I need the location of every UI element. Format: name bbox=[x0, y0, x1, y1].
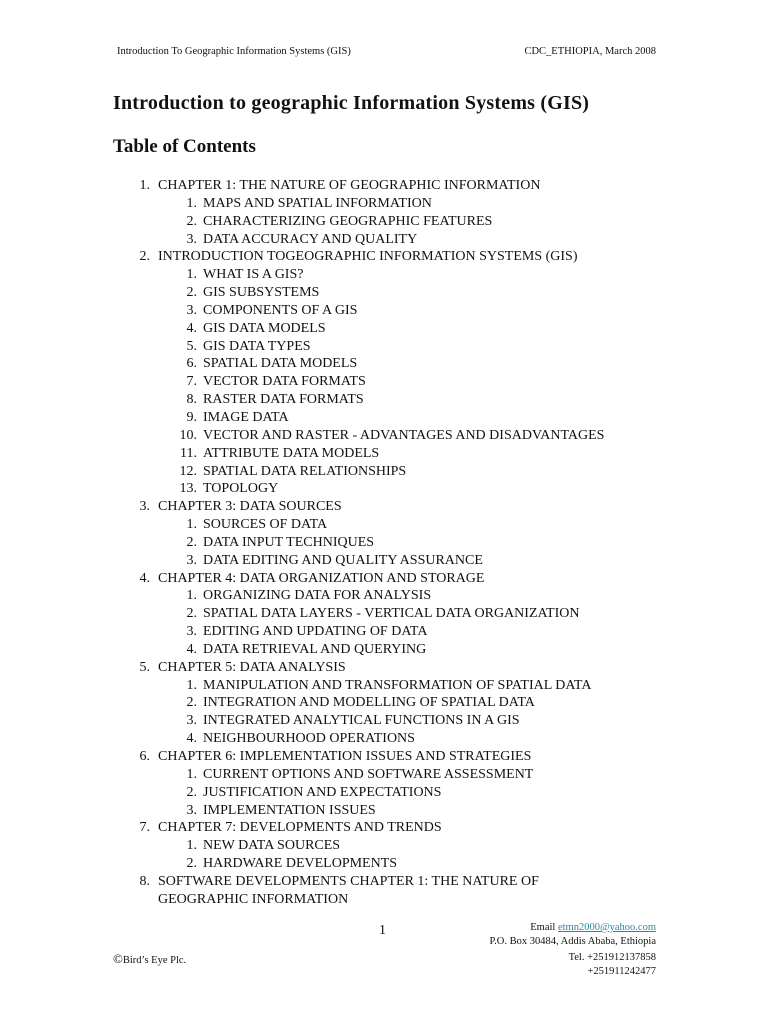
toc-section-number: 2. bbox=[186, 784, 197, 800]
toc-section-number: 2. bbox=[186, 856, 197, 872]
toc-chapter bbox=[0, 819, 604, 837]
toc-chapter-number: 6. bbox=[139, 749, 150, 764]
toc-chapter bbox=[0, 748, 604, 766]
email-label: Email bbox=[530, 922, 556, 933]
toc-section bbox=[0, 195, 604, 213]
toc-section-label: MANIPULATION AND TRANSFORMATION OF SPATIAL DATA bbox=[203, 677, 592, 693]
toc-chapter-number: 1. bbox=[139, 178, 150, 193]
toc-section-number: 3. bbox=[186, 713, 197, 729]
toc-chapter-number: 7. bbox=[139, 820, 150, 836]
toc-section bbox=[0, 784, 604, 802]
toc-section-label: SOURCES OF DATA bbox=[203, 517, 328, 533]
toc-chapter-label: CHAPTER 1: THE NATURE OF GEOGRAPHIC INFORMATION bbox=[158, 178, 541, 193]
toc-section bbox=[0, 409, 604, 427]
toc-section-label: DATA ACCURACY AND QUALITY bbox=[203, 231, 418, 247]
toc-section-label: CHARACTERIZING GEOGRAPHIC FEATURES bbox=[203, 213, 493, 229]
toc-chapter-label: CHAPTER 5: DATA ANALYSIS bbox=[158, 659, 346, 675]
toc-section-label: GIS DATA MODELS bbox=[203, 320, 326, 336]
toc-section-number: 2. bbox=[186, 695, 197, 711]
toc-section-label: NEIGHBOURHOOD OPERATIONS bbox=[203, 731, 415, 747]
toc-section bbox=[0, 552, 604, 570]
toc-section-number: 13. bbox=[179, 481, 197, 497]
toc-section-number: 1. bbox=[186, 588, 197, 604]
toc-chapter-number: 4. bbox=[139, 570, 150, 586]
company-name: Bird’s Eye Plc. bbox=[122, 955, 187, 966]
toc-section-number: 10. bbox=[179, 427, 197, 443]
toc-section-label: MAPS AND SPATIAL INFORMATION bbox=[203, 195, 432, 211]
toc-chapter bbox=[0, 570, 604, 588]
toc-section-number: 9. bbox=[186, 409, 197, 425]
toc-section bbox=[0, 677, 604, 695]
toc-chapter bbox=[0, 177, 604, 195]
toc-chapter bbox=[0, 248, 604, 266]
toc-chapter-number: 8. bbox=[139, 873, 150, 889]
toc-section-label: HARDWARE DEVELOPMENTS bbox=[203, 856, 398, 872]
footer-contact bbox=[489, 921, 656, 949]
toc-section-number: 2. bbox=[186, 534, 197, 550]
document-title: Introduction to geographic Information Systems (GIS) bbox=[113, 92, 590, 114]
toc-section bbox=[0, 391, 604, 409]
toc-chapter-label-continuation: GEOGRAPHIC INFORMATION bbox=[158, 891, 349, 907]
toc-section-number: 1. bbox=[186, 267, 197, 283]
toc-section bbox=[0, 355, 604, 373]
toc-section-number: 1. bbox=[186, 766, 197, 782]
toc-section-label: SPATIAL DATA RELATIONSHIPS bbox=[203, 463, 407, 479]
toc-chapter bbox=[0, 659, 604, 677]
toc-section-number: 2. bbox=[186, 606, 197, 622]
toc-section-number: 11. bbox=[180, 445, 197, 461]
toc-section-number: 3. bbox=[186, 802, 197, 818]
toc-chapter-label: SOFTWARE DEVELOPMENTS CHAPTER 1: THE NATURE OF bbox=[158, 873, 539, 889]
toc-section-label: WHAT IS A GIS? bbox=[203, 267, 304, 283]
toc-section-label: RASTER DATA FORMATS bbox=[203, 392, 364, 408]
telephone-1: Tel. +251912137858 bbox=[568, 952, 656, 963]
toc-section-number: 12. bbox=[179, 463, 197, 479]
toc-section bbox=[0, 516, 604, 534]
toc-heading: Table of Contents bbox=[113, 136, 256, 157]
toc-section-number: 5. bbox=[186, 338, 197, 354]
running-header-title: Introduction To Geographic Information Systems (GIS) bbox=[117, 46, 351, 57]
toc-section-label: NEW DATA SOURCES bbox=[203, 838, 341, 854]
toc-section-number: 6. bbox=[186, 356, 197, 372]
postal-address: P.O. Box 30484, Addis Ababa, Ethiopia bbox=[489, 936, 656, 947]
toc-section-number: 1. bbox=[186, 195, 197, 211]
toc-section bbox=[0, 284, 604, 302]
table-of-contents bbox=[0, 177, 604, 909]
toc-section-label: INTEGRATION AND MODELLING OF SPATIAL DATA bbox=[203, 695, 535, 711]
toc-section-label: EDITING AND UPDATING OF DATA bbox=[203, 624, 428, 640]
toc-section-label: JUSTIFICATION AND EXPECTATIONS bbox=[203, 784, 442, 800]
running-header-org-date: CDC_ETHIOPIA, March 2008 bbox=[524, 46, 656, 57]
toc-chapter-label: CHAPTER 3: DATA SOURCES bbox=[158, 499, 342, 515]
toc-section bbox=[0, 766, 604, 784]
toc-section bbox=[0, 694, 604, 712]
toc-section-number: 3. bbox=[186, 231, 197, 247]
toc-section-label: VECTOR DATA FORMATS bbox=[203, 374, 366, 390]
toc-section-number: 4. bbox=[186, 731, 197, 747]
toc-section-number: 8. bbox=[186, 392, 197, 408]
toc-section bbox=[0, 534, 604, 552]
toc-section-label: INTEGRATED ANALYTICAL FUNCTIONS IN A GIS bbox=[203, 713, 520, 729]
toc-section bbox=[0, 587, 604, 605]
toc-section bbox=[0, 837, 604, 855]
toc-section-label: IMPLEMENTATION ISSUES bbox=[203, 802, 376, 818]
toc-chapter bbox=[0, 498, 604, 516]
toc-section-number: 7. bbox=[186, 374, 197, 390]
toc-chapter-number: 3. bbox=[139, 499, 150, 515]
toc-section-label: ORGANIZING DATA FOR ANALYSIS bbox=[203, 588, 432, 604]
toc-chapter-label: INTRODUCTION TOGEOGRAPHIC INFORMATION SYSTEMS (GIS) bbox=[158, 249, 578, 265]
toc-section bbox=[0, 605, 604, 623]
toc-section bbox=[0, 231, 604, 249]
toc-section bbox=[0, 427, 604, 445]
toc-section bbox=[0, 445, 604, 463]
toc-section bbox=[0, 712, 604, 730]
toc-section bbox=[0, 302, 604, 320]
toc-section bbox=[0, 373, 604, 391]
toc-section-label: SPATIAL DATA LAYERS - VERTICAL DATA ORGANIZATION bbox=[203, 606, 580, 622]
toc-section bbox=[0, 338, 604, 356]
toc-section-label: COMPONENTS OF A GIS bbox=[203, 302, 358, 318]
toc-section-label: ATTRIBUTE DATA MODELS bbox=[203, 445, 380, 461]
toc-chapter-number: 5. bbox=[139, 659, 150, 675]
toc-section bbox=[0, 320, 604, 338]
page-number: 1 bbox=[379, 923, 386, 938]
toc-section-number: 1. bbox=[186, 677, 197, 693]
toc-section-number: 4. bbox=[186, 641, 197, 657]
footer-telephone bbox=[569, 951, 656, 979]
toc-chapter-label: CHAPTER 6: IMPLEMENTATION ISSUES AND STRATEGIES bbox=[158, 749, 532, 764]
toc-section-label: DATA RETRIEVAL AND QUERYING bbox=[203, 641, 427, 657]
toc-section-label: CURRENT OPTIONS AND SOFTWARE ASSESSMENT bbox=[203, 766, 534, 782]
toc-section-label: GIS DATA TYPES bbox=[203, 338, 311, 354]
toc-section-number: 1. bbox=[186, 517, 197, 533]
toc-section bbox=[0, 730, 604, 748]
toc-chapter-label: CHAPTER 4: DATA ORGANIZATION AND STORAGE bbox=[158, 570, 485, 586]
email-link[interactable]: etmn2000@yahoo.com bbox=[557, 922, 656, 933]
toc-section-label: DATA INPUT TECHNIQUES bbox=[203, 534, 375, 550]
toc-section-label: TOPOLOGY bbox=[203, 481, 279, 497]
toc-section-number: 4. bbox=[186, 320, 197, 336]
toc-section-number: 2. bbox=[186, 285, 197, 301]
toc-section-label: IMAGE DATA bbox=[203, 409, 289, 425]
toc-section bbox=[0, 213, 604, 231]
toc-section-label: GIS SUBSYSTEMS bbox=[203, 285, 320, 301]
toc-section-number: 3. bbox=[186, 302, 197, 318]
toc-section bbox=[0, 802, 604, 820]
toc-section bbox=[0, 463, 604, 481]
toc-section-label: SPATIAL DATA MODELS bbox=[203, 356, 358, 372]
toc-section bbox=[0, 641, 604, 659]
toc-section-label: VECTOR AND RASTER - ADVANTAGES AND DISADVANTAGES bbox=[203, 427, 605, 443]
toc-chapter bbox=[0, 873, 604, 891]
toc-section bbox=[0, 623, 604, 641]
toc-section bbox=[0, 855, 604, 873]
toc-section bbox=[0, 480, 604, 498]
telephone-2: +251911242477 bbox=[587, 966, 656, 977]
toc-section-number: 3. bbox=[186, 624, 197, 640]
toc-section-label: DATA EDITING AND QUALITY ASSURANCE bbox=[203, 552, 483, 568]
toc-section-number: 2. bbox=[186, 213, 197, 229]
toc-section-number: 1. bbox=[186, 838, 197, 854]
footer-copyright bbox=[113, 951, 186, 967]
copyright-symbol: © bbox=[113, 951, 123, 966]
toc-chapter-number: 2. bbox=[139, 249, 150, 265]
toc-chapter-label: CHAPTER 7: DEVELOPMENTS AND TRENDS bbox=[158, 820, 442, 836]
toc-section bbox=[0, 266, 604, 284]
toc-section-number: 3. bbox=[186, 552, 197, 568]
